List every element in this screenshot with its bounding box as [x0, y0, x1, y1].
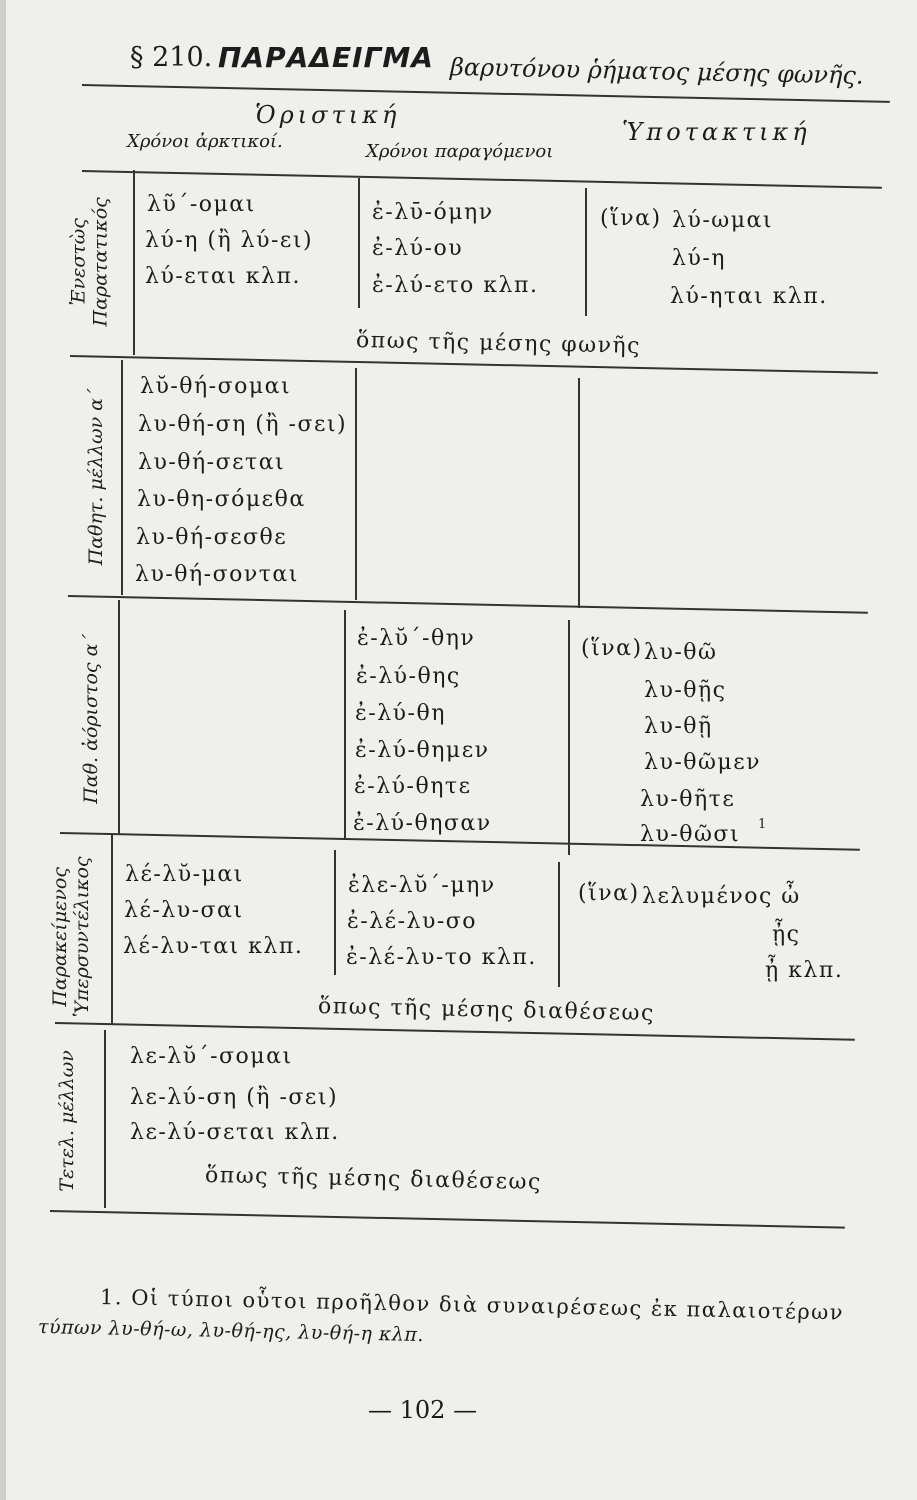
form-cell: ᾖ κλπ. — [765, 958, 844, 983]
form-cell: λυ-θῶμεν — [644, 750, 762, 775]
column-divider — [558, 862, 560, 987]
form-cell: λῠ-θή-σομαι — [140, 374, 292, 399]
column-divider — [585, 188, 587, 316]
form-cell: λε-λύ-σεται κλπ. — [130, 1120, 340, 1145]
form-cell: λέ-λῠ-μαι — [125, 862, 244, 887]
table-top-rule — [82, 170, 882, 188]
label-divider — [133, 170, 135, 355]
form-cell: λύ-εται κλπ. — [145, 264, 301, 289]
form-cell: λελυμένος ὦ — [642, 884, 801, 909]
form-cell: ἐλε-λῠ΄-μην — [348, 873, 496, 898]
page-subtitle: βαρυτόνου ῥήματος μέσης φωνῆς. — [449, 53, 864, 90]
section-number: § 210. — [130, 42, 213, 73]
binding-shadow — [0, 0, 6, 1500]
primary-tenses-heading: Χρόνοι ἀρκτικοί. — [127, 131, 283, 152]
form-cell: ἐ-λῠ΄-θην — [357, 626, 476, 651]
row-rule — [55, 1022, 855, 1040]
secondary-tenses-heading: Χρόνοι παραγόμενοι — [366, 141, 554, 162]
form-cell: λυ-θή-σεται — [138, 450, 286, 475]
form-cell: λε-λῠ΄-σομαι — [130, 1044, 293, 1069]
label-divider — [104, 1030, 106, 1208]
subjunctive-heading: Ὑποτακτική — [622, 118, 811, 146]
subj-prefix: (ἵνα) — [578, 881, 640, 906]
form-cell: λυ-θῶσι — [640, 822, 741, 847]
footnote-line: τύπων λυ-θή-ω, λυ-θή-ης, λυ-θή-η κλπ. — [37, 1316, 425, 1347]
row-rule — [70, 355, 878, 374]
form-cell: λύ-η (ἢ λύ-ει) — [145, 228, 314, 253]
form-cell: ἐ-λύ-ου — [372, 236, 464, 261]
section-note: ὅπως τῆς μέσης φωνῆς — [355, 328, 642, 359]
row-label-fut-perfect: Τετελ. μέλλων — [56, 1050, 79, 1192]
form-cell: λύ-ηται κλπ. — [670, 284, 828, 309]
form-cell: ἐ-λύ-ετο κλπ. — [372, 273, 539, 298]
form-cell: λυ-θῶ — [644, 640, 718, 665]
form-cell: λυ-θή-ση (ἢ -σει) — [138, 412, 348, 437]
form-cell: λυ-θῇ — [644, 714, 713, 739]
label-divider — [121, 360, 123, 595]
page-title: ΠΑΡΑΔΕΙΓΜΑ — [218, 41, 434, 74]
form-cell: λυ-θή-σονται — [135, 562, 299, 587]
form-cell: λε-λύ-ση (ἢ -σει) — [130, 1085, 339, 1110]
form-cell: λύ-η — [672, 246, 726, 271]
row-rule — [68, 595, 868, 613]
label-divider — [111, 835, 113, 1025]
column-divider — [578, 378, 580, 608]
row-label-aor-passive: Παθ. ἀόριστος α΄ — [80, 634, 103, 804]
form-cell: ἐ-λύ-θητε — [354, 774, 472, 799]
footnote-line: 1. Οἱ τύποι οὗτοι προῆλθον διὰ συναιρέσεως ἐκ παλαιοτέρων — [99, 1285, 845, 1325]
form-cell: ἐ-λέ-λυ-σο — [347, 909, 478, 934]
form-cell: λῦ΄-ομαι — [147, 192, 256, 217]
form-cell: λέ-λυ-σαι — [124, 898, 244, 923]
subj-prefix: (ἵνα) — [600, 206, 662, 231]
column-divider — [568, 620, 570, 855]
form-cell: λύ-ωμαι — [672, 208, 773, 233]
form-cell: ἐ-λύ-θη — [355, 701, 446, 726]
row-label-fut-passive: Παθητ. μέλλων α΄ — [85, 388, 108, 566]
row-label-present: Ἐνεστὼς Παρατατικός — [67, 197, 112, 327]
form-cell: ᾖς — [772, 922, 801, 947]
form-cell: λυ-θῇς — [644, 678, 727, 703]
form-cell: λυ-θή-σεσθε — [136, 525, 288, 550]
form-cell: ἐ-λύ-θης — [356, 664, 461, 689]
form-cell: ἐ-λύ-θησαν — [353, 811, 492, 836]
form-cell: λυ-θη-σόμεθα — [137, 487, 306, 512]
column-divider — [355, 368, 357, 600]
section-note: ὅπως τῆς μέσης διαθέσεως — [317, 994, 656, 1027]
column-divider — [334, 850, 336, 975]
form-cell: λέ-λυ-ται κλπ. — [123, 934, 304, 959]
column-divider — [344, 610, 346, 840]
table-bottom-rule — [50, 1210, 845, 1228]
column-divider — [358, 178, 360, 308]
indicative-heading: Ὁριστική — [255, 101, 401, 129]
footnote-marker: 1 — [758, 817, 767, 832]
form-cell: ἐ-λύ-θημεν — [355, 738, 490, 763]
section-note: ὅπως τῆς μέσης διαθέσεως — [204, 1163, 543, 1196]
form-cell: ἐ-λέ-λυ-το κλπ. — [346, 945, 537, 970]
page-number: — 102 — — [368, 1396, 478, 1424]
form-cell: ἐ-λῡ-όμην — [372, 200, 494, 225]
subj-prefix: (ἵνα) — [581, 636, 643, 661]
form-cell: λυ-θῆτε — [640, 787, 736, 812]
label-divider — [118, 600, 120, 835]
row-label-perfect: Παρακείμενος Ὑπερσυντέλικος — [49, 856, 93, 1018]
